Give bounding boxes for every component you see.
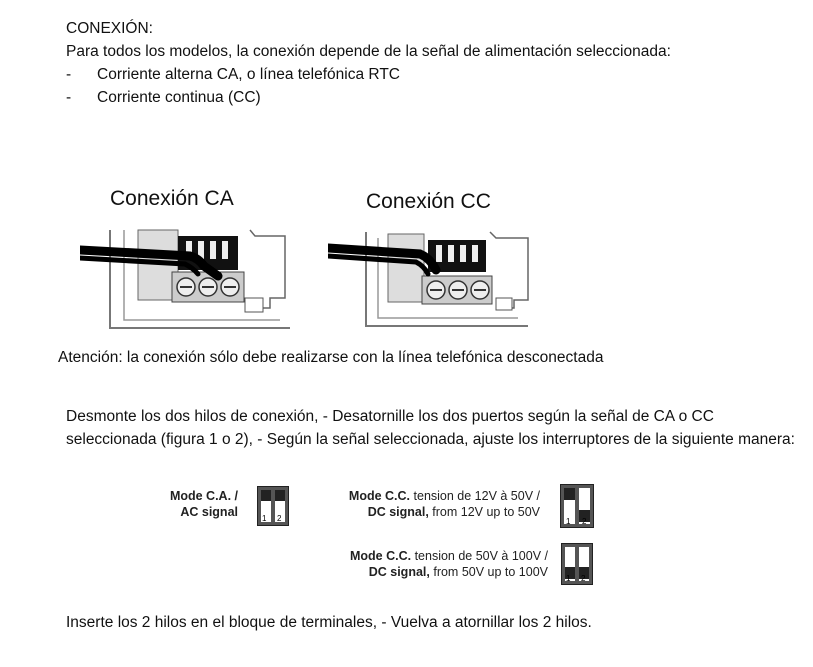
dc1-signal: DC signal, [367, 505, 429, 519]
terminal-block-ca-figure [80, 228, 300, 334]
figure-title-ca: Conexión CA [110, 187, 234, 210]
switch-label-ac [120, 488, 238, 520]
switch-number-2: 2 [582, 517, 587, 526]
dip-switch-dc-50-100-icon [561, 543, 593, 585]
bullet-item-ac [66, 64, 400, 86]
dip-switch-dc-12-50-icon [560, 484, 594, 528]
bullet-text: Corriente alterna CA, o línea telefónica RTC [97, 66, 400, 83]
section-heading: CONEXIÓN: [66, 20, 153, 37]
dc2-mode: Mode C.C. [349, 549, 412, 563]
ac-signal-line: AC signal [180, 505, 238, 519]
switch-number-2: 2 [277, 514, 282, 523]
dc2-signal: DC signal, [368, 565, 430, 579]
dc1-english-range: from 12V up to 50V [432, 505, 540, 519]
figure-title-cc: Conexión CC [366, 190, 491, 213]
switch-label-dc-12-50 [300, 488, 540, 520]
instructions-paragraph: Desmonte los dos hilos de conexión, - Desatornille los dos puertos según la señal de CA o CC seleccionada (figura 1 o 2), - Según la señal seleccionada, ajuste los interruptores de la siguiente manera: [66, 408, 795, 448]
bullet-text: Corriente continua (CC) [97, 89, 261, 106]
bullet-dash: - [66, 89, 72, 106]
bullet-dash: - [66, 66, 72, 83]
switch-number-1: 1 [566, 574, 571, 583]
bullet-item-dc [66, 87, 261, 109]
dc2-english-range: from 50V up to 100V [433, 565, 548, 579]
switch-number-1: 1 [566, 517, 571, 526]
terminal-block-cc-figure [328, 230, 543, 330]
warning-text: Atención: la conexión sólo debe realizarse con la línea telefónica desconectada [58, 349, 604, 366]
dc2-french-range: tension de 50V à 100V / [414, 549, 548, 563]
intro-text: Para todos los modelos, la conexión depende de la señal de alimentación seleccionada: [66, 43, 671, 60]
switch-label-dc-50-100 [300, 548, 548, 580]
dc1-french-range: tension de 12V à 50V / [413, 489, 540, 503]
final-instruction: Inserte los 2 hilos en el bloque de terminales, - Vuelva a atornillar los 2 hilos. [66, 614, 592, 631]
switch-number-2: 2 [581, 574, 586, 583]
switch-number-1: 1 [262, 514, 267, 523]
dc1-mode: Mode C.C. [348, 489, 411, 503]
ac-mode-line: Mode C.A. / [169, 489, 238, 503]
dip-switch-ac-icon [257, 486, 289, 526]
